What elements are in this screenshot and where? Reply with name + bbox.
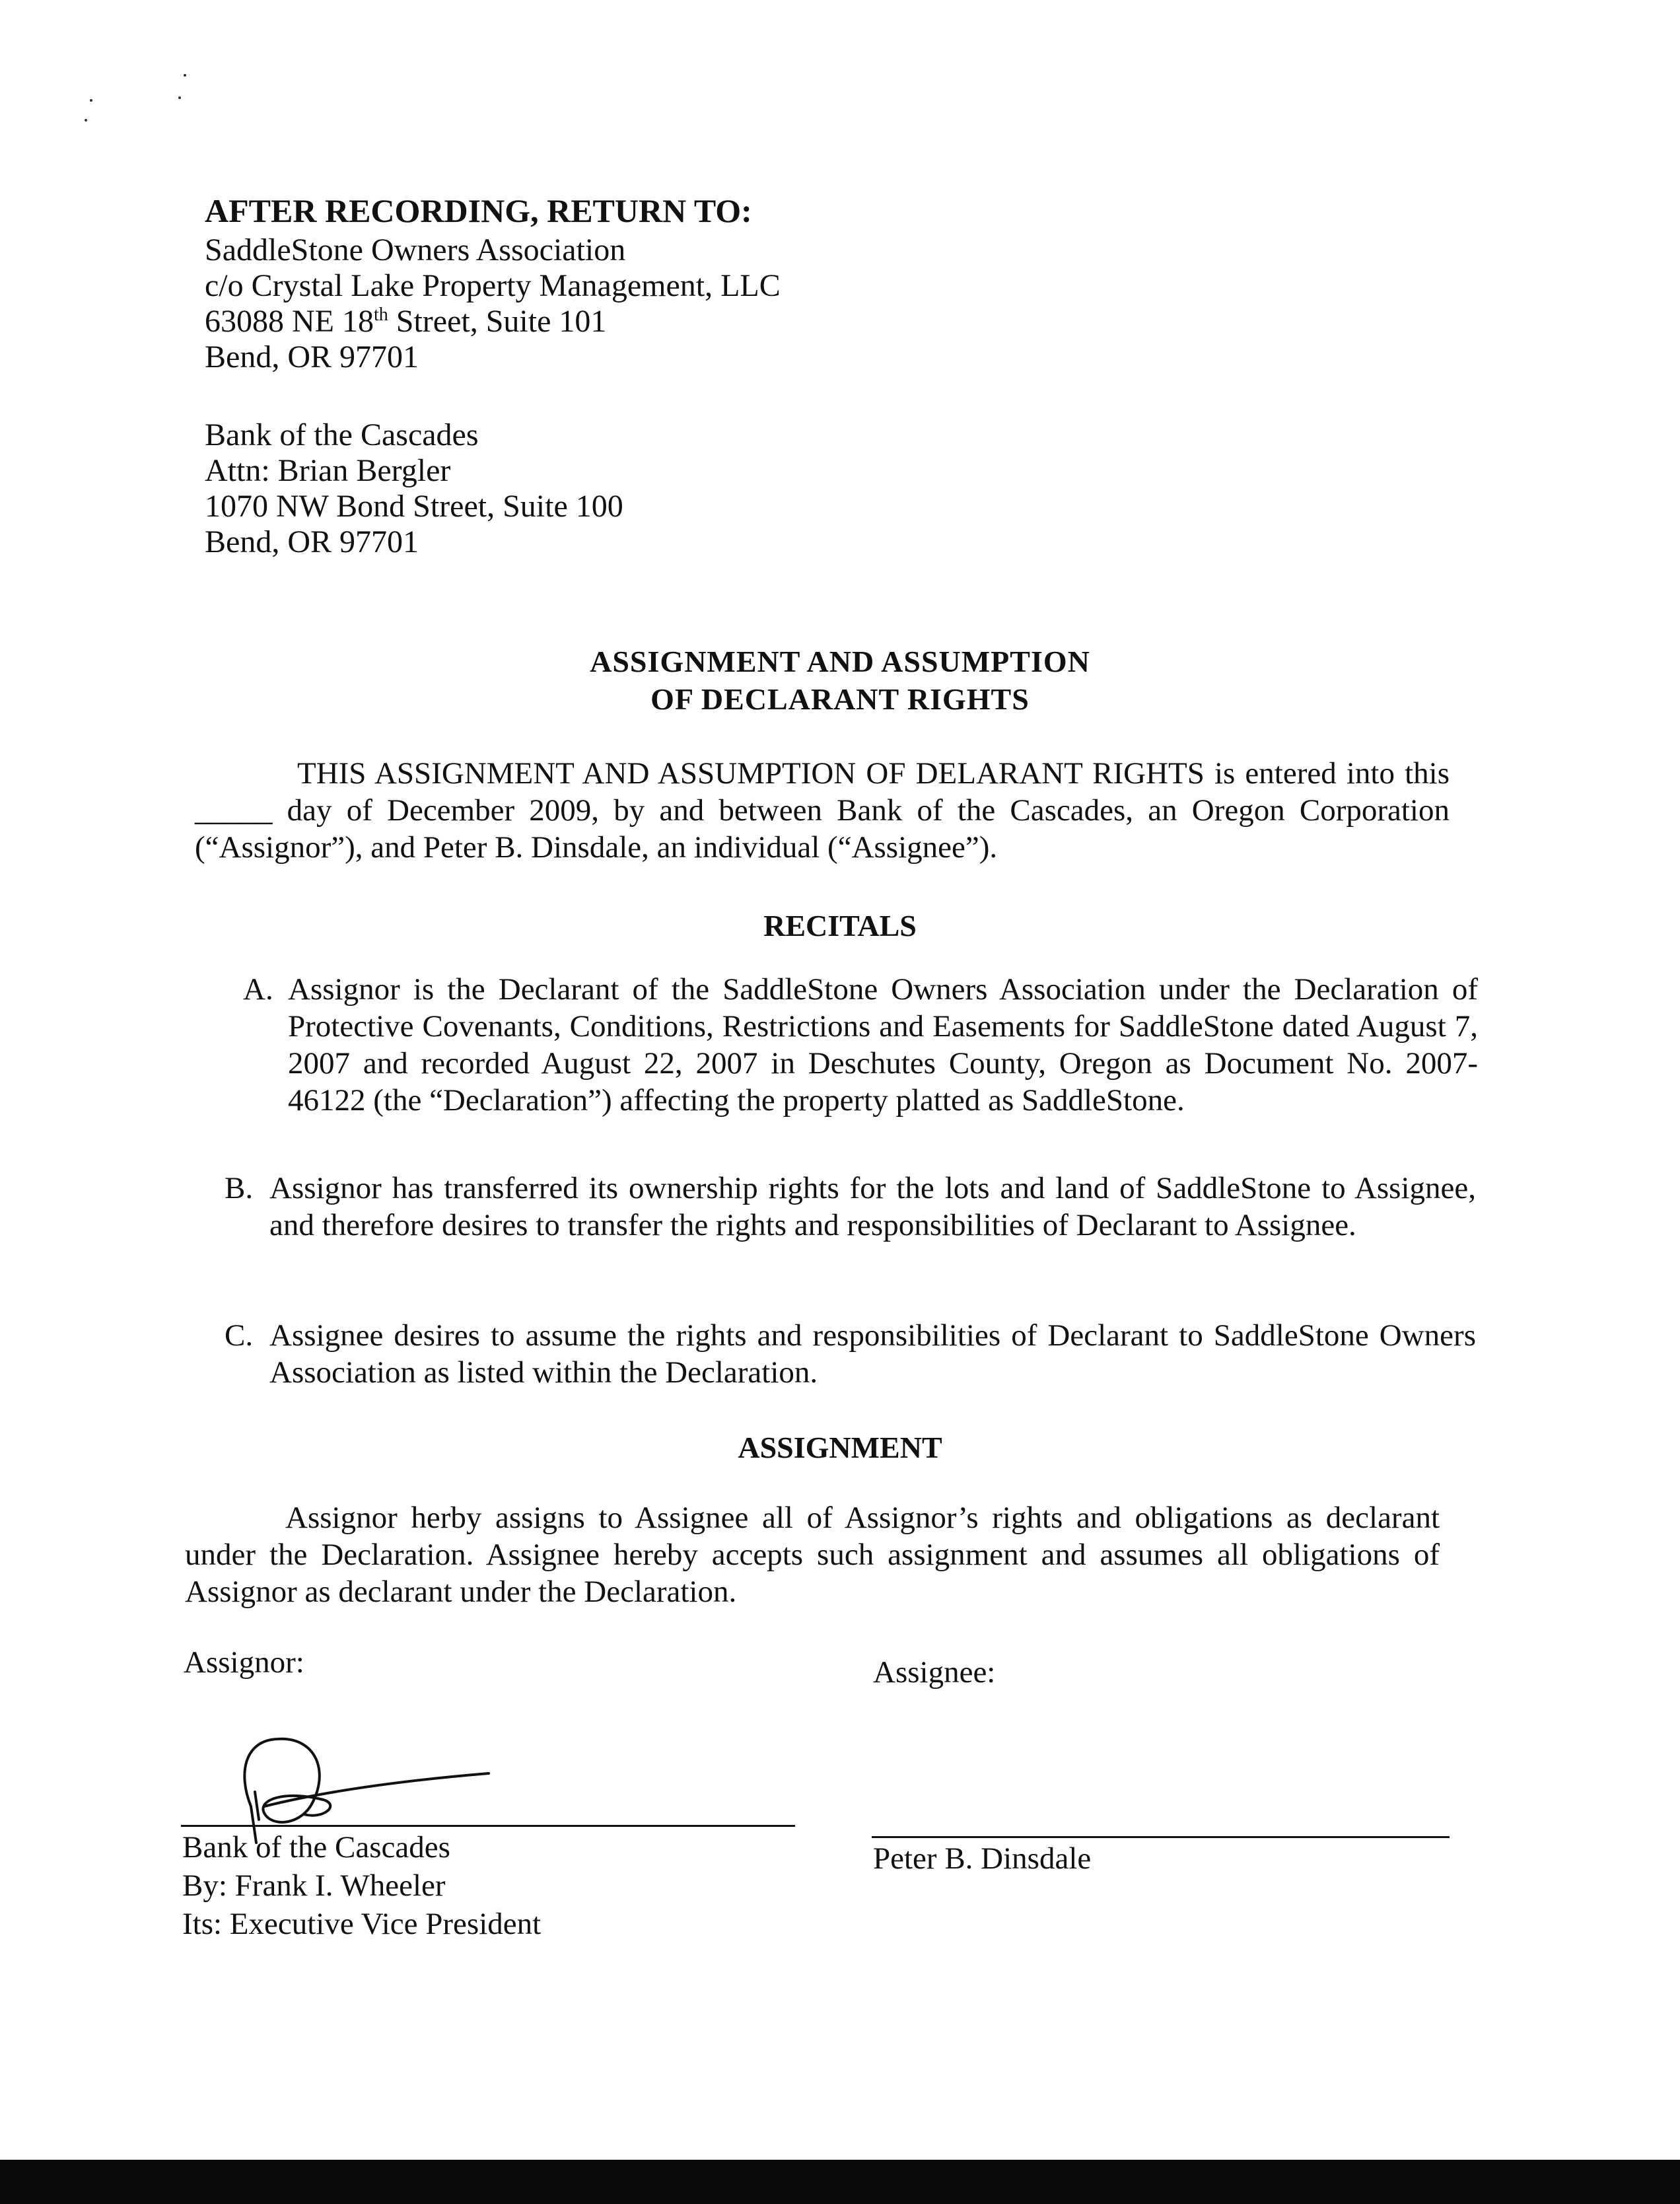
scan-bottom-edge bbox=[0, 2160, 1680, 2204]
scan-speck bbox=[178, 96, 181, 99]
assignment-heading: ASSIGNMENT bbox=[738, 1431, 942, 1464]
address-line: Bend, OR 97701 bbox=[205, 339, 419, 374]
scan-speck bbox=[184, 74, 186, 77]
scan-speck bbox=[90, 99, 92, 102]
address-line: Bank of the Cascades bbox=[205, 417, 479, 452]
recital-c bbox=[225, 1317, 1476, 1396]
bank-address bbox=[205, 417, 623, 560]
address-line: 1070 NW Bond Street, Suite 100 bbox=[205, 489, 623, 524]
recital-b bbox=[225, 1170, 1476, 1289]
street-suffix: Street, Suite 101 bbox=[388, 304, 607, 339]
recital-text: Assignee desires to assume the rights and responsibilities of Declarant to SaddleStone Owners Association as listed within the Declaration. bbox=[269, 1318, 1476, 1390]
document-title-line2: OF DECLARANT RIGHTS bbox=[650, 682, 1030, 716]
assignee-name: Peter B. Dinsdale bbox=[873, 1841, 1092, 1876]
recital-text: Assignor is the Declarant of the SaddleStone Owners Association under the Declaration of Protective Covenants, Conditions, Restrictions and Easements for SaddleStone dated August 7, 2007 and recorded August 22, 2007 in Deschutes County, Oregon as Document No. 2007-46122 (the “Declaration”) affecting the property platted as SaddleStone. bbox=[288, 972, 1478, 1118]
address-line bbox=[205, 304, 781, 339]
intro-paragraph: THIS ASSIGNMENT AND ASSUMPTION OF DELARANT RIGHTS is entered into this _____ day of December 2009, by and between Bank of the Cascades, an Oregon Corporation (“Assignor”), and Peter B. Dinsdale, an individual (“Assignee”). bbox=[195, 756, 1450, 865]
assignor-label: Assignor: bbox=[184, 1645, 304, 1680]
street-prefix: 63088 NE 18 bbox=[205, 304, 374, 339]
assignor-signature-line bbox=[181, 1825, 795, 1827]
address-line: SaddleStone Owners Association bbox=[205, 232, 626, 267]
assignee-label: Assignee: bbox=[873, 1655, 996, 1689]
scan-speck bbox=[85, 119, 87, 122]
street-ordinal: th bbox=[373, 304, 388, 325]
return-to-heading: AFTER RECORDING, RETURN TO: bbox=[205, 192, 752, 229]
assignor-title: Its: Executive Vice President bbox=[182, 1907, 542, 1941]
return-to-address bbox=[205, 232, 781, 375]
address-line: c/o Crystal Lake Property Management, LLC bbox=[205, 268, 781, 303]
address-line: Bend, OR 97701 bbox=[205, 524, 419, 559]
document-title-line1: ASSIGNMENT AND ASSUMPTION bbox=[590, 645, 1090, 678]
recital-letter: A. bbox=[243, 972, 273, 1007]
assignment-paragraph: Assignor herby assigns to Assignee all of Assignor’s rights and obligations as declarant under the Declaration. Assignee hereby accepts such assignment and assumes all obligations of Assignor as declarant under the Declaration. bbox=[185, 1501, 1440, 1609]
recital-letter: B. bbox=[225, 1171, 254, 1205]
assignor-details bbox=[182, 1828, 541, 1943]
recitals-heading: RECITALS bbox=[763, 909, 917, 942]
recital-letter: C. bbox=[225, 1318, 254, 1353]
recital-text: Assignor has transferred its ownership rights for the lots and land of SaddleStone to Assignee, and therefore desires to transfer the rights and responsibilities of Declarant to Assignee. bbox=[269, 1171, 1476, 1242]
address-line: Attn: Brian Bergler bbox=[205, 453, 451, 488]
assignee-signature-line bbox=[872, 1836, 1450, 1838]
assignor-by: By: Frank I. Wheeler bbox=[182, 1868, 446, 1903]
recital-a bbox=[243, 971, 1478, 1129]
assignor-entity: Bank of the Cascades bbox=[182, 1830, 450, 1865]
